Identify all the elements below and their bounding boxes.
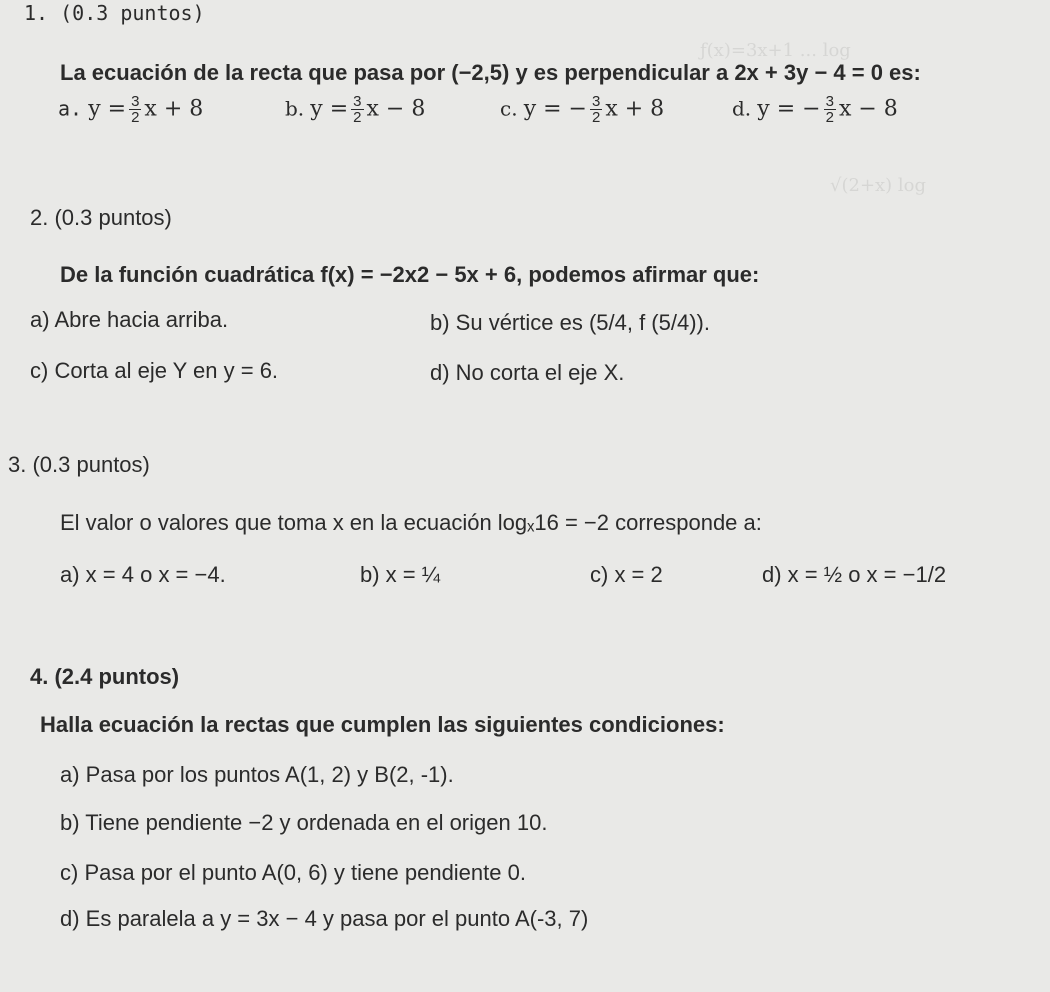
fraction: $\frac{3}{2}$ [353, 93, 362, 126]
q4-header: 4. (2.4 puntos) [30, 664, 180, 689]
q4-item-a: a) Pasa por los puntos A(1, 2) y B(2, -1). [60, 762, 454, 787]
q3-option-d[interactable]: d) x = ½ o x = −1/2 [762, 562, 947, 587]
q3-option-c[interactable]: c) x = 2 [590, 562, 663, 587]
q3-option-b[interactable]: b) x = ¼ [360, 562, 441, 587]
q3-option-a[interactable]: a) x = 4 o x = −4. [60, 562, 226, 587]
q3-prompt: El valor o valores que toma x en la ecuación logₓ16 = −2 corresponde a: [60, 510, 762, 535]
q2-option-b[interactable]: b) Su vértice es (5/4, f (5/4)). [430, 310, 710, 335]
q1-option-c[interactable]: c. y = − $\frac{3}{2}$ x + 8 [500, 93, 665, 126]
q1-prompt: La ecuación de la recta que pasa por (−2,5) y es perpendicular a 2x + 3y − 4 = 0 es: [60, 60, 921, 85]
q2-header: 2. (0.3 puntos) [30, 205, 172, 230]
bleed-through-text: √(2+x) log [830, 175, 927, 196]
q4-prompt: Halla ecuación la rectas que cumplen las siguientes condiciones: [40, 712, 725, 737]
q4-item-c: c) Pasa por el punto A(0, 6) y tiene pendiente 0. [60, 860, 526, 885]
q1-header: 1. (0.3 puntos) [24, 1, 205, 25]
q4-item-b: b) Tiene pendiente −2 y ordenada en el origen 10. [60, 810, 548, 835]
q2-option-c[interactable]: c) Corta al eje Y en y = 6. [30, 358, 279, 383]
q1-option-b[interactable]: b. y = $\frac{3}{2}$ x − 8 [285, 93, 426, 126]
fraction: $\frac{3}{2}$ [131, 93, 140, 126]
q3-header: 3. (0.3 puntos) [8, 452, 150, 477]
q1-option-a[interactable]: a. y = $\frac{3}{2}$ x + 8 [58, 93, 204, 126]
q1-option-d[interactable]: d. y = − $\frac{3}{2}$ x − 8 [732, 93, 898, 126]
fraction: $\frac{3}{2}$ [591, 93, 601, 126]
q2-option-a[interactable]: a) Abre hacia arriba. [30, 307, 229, 332]
q4-item-d: d) Es paralela a y = 3x − 4 y pasa por el punto A(-3, 7) [60, 906, 589, 931]
q2-option-d[interactable]: d) No corta el eje X. [430, 360, 625, 385]
q2-prompt: De la función cuadrática f(x) = −2x2 − 5x + 6, podemos afirmar que: [60, 262, 760, 287]
fraction: $\frac{3}{2}$ [825, 93, 834, 126]
bleed-through-text: ƒ(x)=3x+1 ... log [700, 40, 851, 61]
